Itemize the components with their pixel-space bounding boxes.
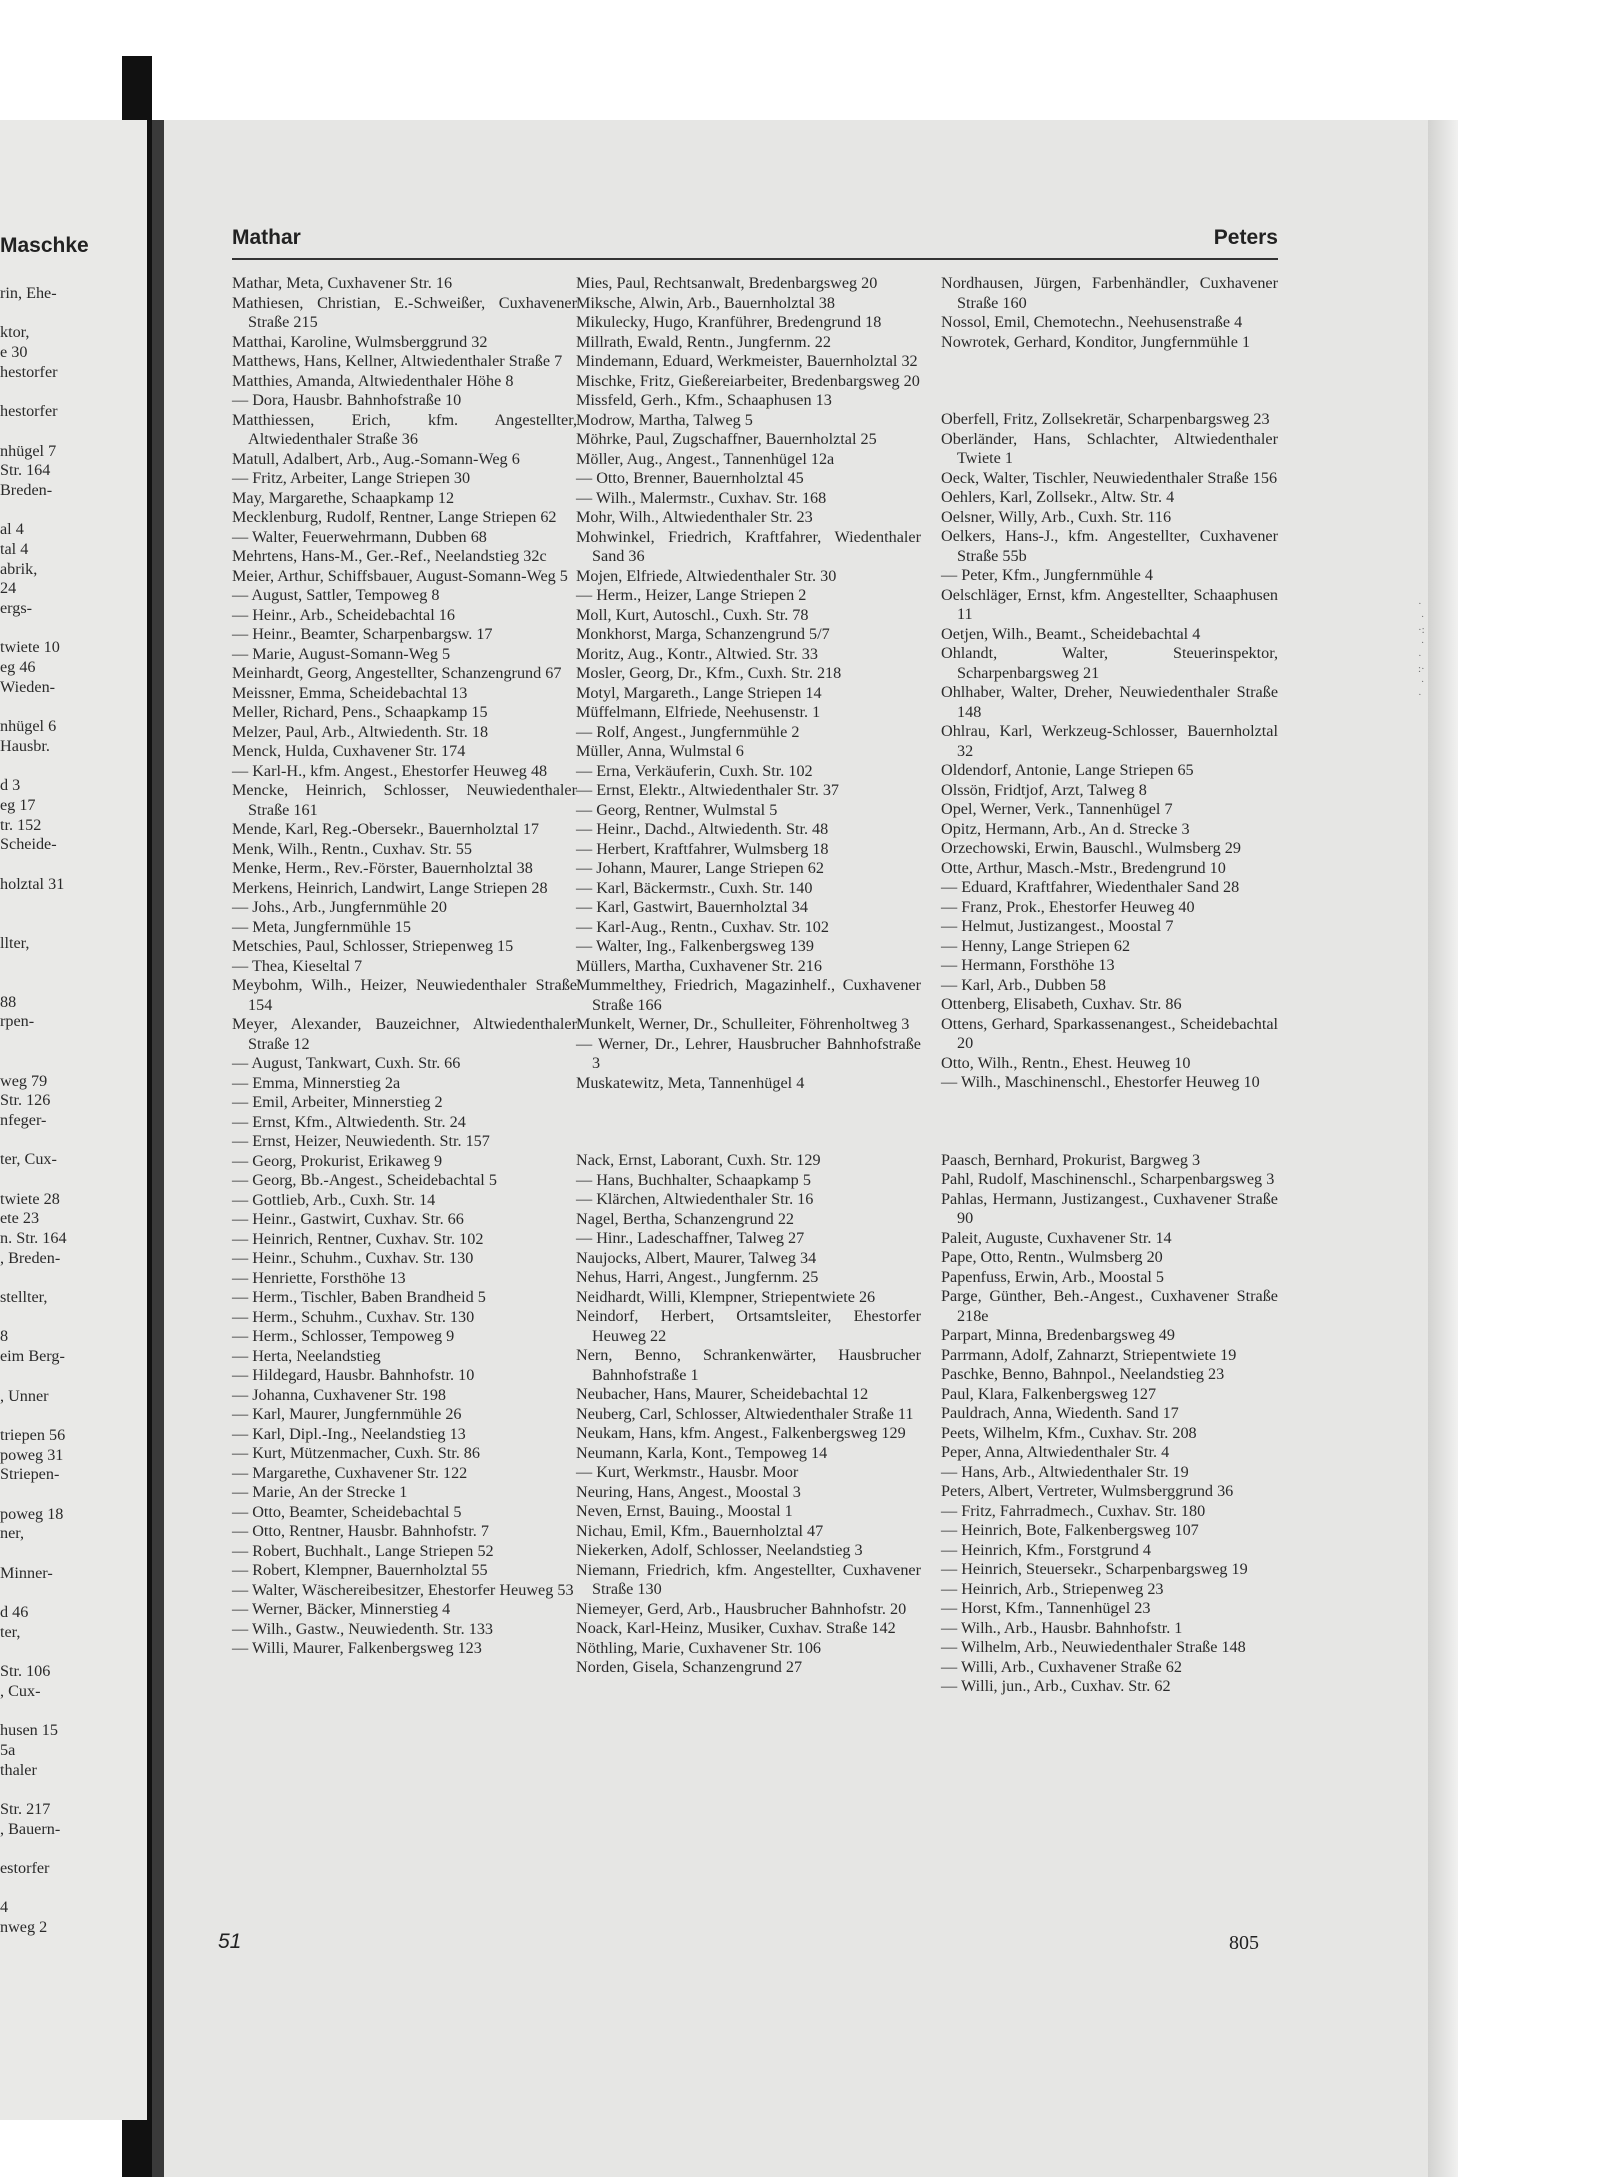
directory-entry: — Horst, Kfm., Tannenhügel 23 <box>941 1599 1151 1617</box>
left-page-fragment <box>0 1406 67 1426</box>
directory-entry: — Ernst, Heizer, Neuwiedenth. Str. 157 <box>232 1132 490 1150</box>
directory-entry: Mosler, Georg, Dr., Kfm., Cuxh. Str. 218 <box>576 664 842 682</box>
directory-entry: — Karl-H., kfm. Angest., Ehestorfer Heuweg 48 <box>232 761 548 780</box>
directory-entry: — Eduard, Kraftfahrer, Wiedenthaler Sand 28 <box>941 878 1240 896</box>
page-edge <box>1428 120 1458 2177</box>
directory-entry: — Franz, Prok., Ehestorfer Heuweg 40 <box>941 897 1195 916</box>
directory-entry: — Heinrich, Bote, Falkenbergsweg 107 <box>941 1521 1199 1539</box>
left-page-fragment: 8 <box>0 1327 9 1346</box>
directory-entry: Naujocks, Albert, Maurer, Talweg 34 <box>576 1248 817 1267</box>
directory-entry: Olssön, Fridtjof, Arzt, Talweg 8 <box>941 780 1147 799</box>
directory-entry: Matthiessen, Erich, kfm. Angestellter, Altwiedenthaler Straße 36 <box>232 410 577 448</box>
directory-entry: — Willi, jun., Arb., Cuxhav. Str. 62 <box>941 1677 1171 1695</box>
left-page-fragment: , Bauern- <box>0 1819 61 1838</box>
directory-entry: — Dora, Hausbr. Bahnhofstraße 10 <box>232 391 462 409</box>
directory-entry: — Ernst, Kfm., Altwiedenth. Str. 24 <box>232 1112 466 1131</box>
left-page-fragment: Striepen- <box>0 1465 60 1484</box>
directory-entry: Meier, Arthur, Schiffsbauer, August-Somann-Weg 5 <box>232 566 568 585</box>
directory-entry: — Wilhelm, Arb., Neuwiedenthaler Straße 148 <box>941 1638 1246 1656</box>
left-page-fragment: rin, Ehe- <box>0 284 57 302</box>
left-page-fragment: 4 <box>0 1898 9 1917</box>
left-page-fragment <box>0 697 67 717</box>
directory-entry: Meller, Richard, Pens., Schaapkamp 15 <box>232 703 488 721</box>
directory-entry: Peters, Albert, Vertreter, Wulmsberggrund 36 <box>941 1482 1234 1500</box>
directory-entry: Niemann, Friedrich, kfm. Angestellter, Cuxhavener Straße 130 <box>576 1560 921 1598</box>
left-page-fragment: twiete 10 <box>0 638 60 657</box>
directory-entry: Matull, Adalbert, Arb., Aug.-Somann-Weg 6 <box>232 449 520 468</box>
page-gutter-shadow <box>152 120 164 2177</box>
directory-entry: — Otto, Brenner, Bauernholztal 45 <box>576 469 804 487</box>
left-page-fragment: llter, <box>0 933 30 952</box>
directory-entry: Nagel, Bertha, Schanzengrund 22 <box>576 1209 795 1228</box>
directory-entry: Modrow, Martha, Talweg 5 <box>576 410 753 429</box>
directory-entry: Orzechowski, Erwin, Bauschl., Wulmsberg 29 <box>941 839 1241 857</box>
left-page-fragment: eg 46 <box>0 658 36 677</box>
directory-entry: — Emil, Arbeiter, Minnerstieg 2 <box>232 1093 443 1111</box>
directory-entry: — Georg, Bb.-Angest., Scheidebachtal 5 <box>232 1171 497 1189</box>
left-page-fragment: Str. 126 <box>0 1091 51 1110</box>
left-page-fragment: , Breden- <box>0 1248 61 1267</box>
left-page-fragment: hestorfer <box>0 402 58 421</box>
left-page-fragment <box>0 1485 67 1505</box>
left-page-fragment <box>0 1780 67 1800</box>
left-page-fragment <box>0 1052 67 1072</box>
left-page-fragment: d 46 <box>0 1603 29 1622</box>
directory-entry: Mehrtens, Hans-M., Ger.-Ref., Neelandstieg 32c <box>232 547 547 565</box>
directory-entry: Nehus, Harri, Angest., Jungfernm. 25 <box>576 1268 819 1286</box>
left-page-fragment <box>0 422 67 442</box>
directory-entry: Peper, Anna, Altwiedenthaler Str. 4 <box>941 1443 1170 1461</box>
left-page-fragment <box>0 1879 67 1899</box>
directory-entry: — Karl, Bäckermstr., Cuxh. Str. 140 <box>576 878 813 897</box>
directory-entry: — Peter, Kfm., Jungfernmühle 4 <box>941 566 1153 584</box>
directory-entry: Müller, Anna, Wulmstal 6 <box>576 742 744 760</box>
directory-entry: Möller, Aug., Angest., Tannenhügel 12a <box>576 449 835 468</box>
directory-entry: Millrath, Ewald, Rentn., Jungfernm. 22 <box>576 332 831 351</box>
left-page-fragment: 88 <box>0 992 17 1011</box>
left-page-fragment: hestorfer <box>0 362 58 381</box>
directory-entry: — Willi, Maurer, Falkenbergsweg 123 <box>232 1639 482 1657</box>
directory-entry: Müllers, Martha, Cuxhavener Str. 216 <box>576 956 822 975</box>
left-page-fragment: n. Str. 164 <box>0 1229 67 1247</box>
directory-entry: Oehlers, Karl, Zollsekr., Altw. Str. 4 <box>941 488 1175 506</box>
directory-entry: Opel, Werner, Verk., Tannenhügel 7 <box>941 800 1173 818</box>
directory-entry: Parrmann, Adolf, Zahnarzt, Striepentwiete 19 <box>941 1345 1237 1364</box>
left-page-fragment <box>0 1032 67 1052</box>
left-page-fragment: Scheide- <box>0 835 57 854</box>
left-page-fragment: 5a <box>0 1740 16 1759</box>
directory-entry: Nordhausen, Jürgen, Farbenhändler, Cuxhavener Straße 160 <box>941 274 1278 312</box>
left-page-fragment <box>0 1702 67 1722</box>
directory-entry: Motyl, Margareth., Lange Striepen 14 <box>576 683 822 702</box>
directory-entry: — Marie, August-Somann-Weg 5 <box>232 644 451 663</box>
directory-entry: Munkelt, Werner, Dr., Schulleiter, Föhrenholtweg 3 <box>576 1015 910 1033</box>
left-page-fragment <box>0 757 67 777</box>
directory-entry: — Karl-Aug., Rentn., Cuxhav. Str. 102 <box>576 917 829 936</box>
directory-entry: Merkens, Heinrich, Landwirt, Lange Striepen 28 <box>232 878 548 897</box>
directory-entry: Neumann, Karla, Kont., Tempoweg 14 <box>576 1443 828 1462</box>
directory-entry: Mischke, Fritz, Gießereiarbeiter, Bredenbargsweg 20 <box>576 371 920 390</box>
directory-entry: — Klärchen, Altwiedenthaler Str. 16 <box>576 1190 814 1208</box>
header-last-name: Peters <box>1213 226 1278 249</box>
directory-entry: Ottens, Gerhard, Sparkassenangest., Scheidebachtal 20 <box>941 1014 1278 1052</box>
left-page-fragment <box>0 1268 67 1288</box>
directory-entry: Mindemann, Eduard, Werkmeister, Bauernholztal 32 <box>576 352 918 370</box>
directory-entry: Otte, Arthur, Masch.-Mstr., Bredengrund 10 <box>941 858 1226 877</box>
left-page-fragment: , Unner <box>0 1386 49 1405</box>
left-page-fragment: eim Berg- <box>0 1347 65 1366</box>
directory-entry: May, Margarethe, Schaapkamp 12 <box>232 488 455 507</box>
left-page-fragment: nweg 2 <box>0 1918 48 1937</box>
left-page-fragment <box>0 973 67 993</box>
directory-entry: Pahl, Rudolf, Maschinenschl., Scharpenbargsweg 3 <box>941 1170 1275 1188</box>
directory-entry: — Emma, Minnerstieg 2a <box>232 1073 401 1092</box>
directory-entry: Mies, Paul, Rechtsanwalt, Bredenbargsweg 20 <box>576 274 878 292</box>
directory-column-3 <box>941 274 1278 1697</box>
directory-entry: Nern, Benno, Schrankenwärter, Hausbrucher Bahnhofstraße 1 <box>576 1346 921 1384</box>
left-page-fragment: estorfer <box>0 1859 50 1877</box>
directory-entry: Oberfell, Fritz, Zollsekretär, Scharpenbargsweg 23 <box>941 410 1270 428</box>
directory-entry: — Herta, Neelandstieg <box>232 1346 381 1365</box>
directory-entry: — Fritz, Fahrradmech., Cuxhav. Str. 180 <box>941 1501 1206 1520</box>
directory-entry: Missfeld, Gerh., Kfm., Schaaphusen 13 <box>576 391 832 409</box>
directory-entry: — Werner, Dr., Lehrer, Hausbrucher Bahnhofstraße 3 <box>576 1034 921 1072</box>
directory-entry: Mohwinkel, Friedrich, Kraftfahrer, Wiedenthaler Sand 36 <box>576 527 921 565</box>
directory-entry: Meissner, Emma, Scheidebachtal 13 <box>232 683 468 702</box>
left-page-fragment: tal 4 <box>0 539 29 558</box>
directory-entry: Oelkers, Hans-J., kfm. Angestellter, Cuxhavener Straße 55b <box>941 527 1278 565</box>
left-page-fragment: poweg 18 <box>0 1504 64 1523</box>
directory-entry: — Robert, Klempner, Bauernholztal 55 <box>232 1561 488 1579</box>
directory-entry: — Heinr., Beamter, Scharpenbargsw. 17 <box>232 625 493 643</box>
directory-entry: — Wilh., Gastw., Neuwiedenth. Str. 133 <box>232 1619 494 1638</box>
left-page-fragment <box>0 894 67 914</box>
directory-entry: — Hans, Buchhalter, Schaapkamp 5 <box>576 1170 811 1189</box>
directory-entry: Muskatewitz, Meta, Tannenhügel 4 <box>576 1073 805 1092</box>
directory-entry: Pauldrach, Anna, Wiedenth. Sand 17 <box>941 1404 1179 1422</box>
left-page-fragment: , Cux- <box>0 1681 41 1700</box>
directory-entry: — Wilh., Arb., Hausbr. Bahnhofstr. 1 <box>941 1618 1183 1637</box>
left-page-fragment: poweg 31 <box>0 1445 64 1464</box>
directory-entry: — Otto, Rentner, Hausbr. Bahnhofstr. 7 <box>232 1522 489 1540</box>
directory-entry: Parge, Günther, Beh.-Angest., Cuxhavener Straße 218e <box>941 1287 1278 1325</box>
directory-entry: Moll, Kurt, Autoschl., Cuxh. Str. 78 <box>576 605 809 624</box>
directory-entry: Mencke, Heinrich, Schlosser, Neuwiedenthaler Straße 161 <box>232 781 577 819</box>
directory-entry: Möhrke, Paul, Zugschaffner, Bauernholztal 25 <box>576 430 877 448</box>
directory-entry: — Henriette, Forsthöhe 13 <box>232 1268 406 1287</box>
directory-entry: — Wilh., Maschinenschl., Ehestorfer Heuweg 10 <box>941 1073 1260 1091</box>
directory-entry: — August, Sattler, Tempoweg 8 <box>232 586 440 604</box>
left-page-fragment <box>0 1308 67 1328</box>
directory-entry: — Erna, Verkäuferin, Cuxh. Str. 102 <box>576 761 813 780</box>
directory-entry: Meinhardt, Georg, Angestellter, Schanzengrund 67 <box>232 664 562 682</box>
running-header <box>232 224 1278 260</box>
directory-entry: Mecklenburg, Rudolf, Rentner, Lange Striepen 62 <box>232 508 557 526</box>
directory-entry: — Hans, Arb., Altwiedenthaler Str. 19 <box>941 1462 1189 1481</box>
left-page-fragment: triepen 56 <box>0 1425 66 1444</box>
left-page-fragment: Breden- <box>0 480 53 499</box>
left-page-fragment: eg 17 <box>0 795 36 814</box>
directory-entry: Neven, Ernst, Bauing., Moostal 1 <box>576 1502 793 1520</box>
directory-entry: — Ernst, Elektr., Altwiedenthaler Str. 37 <box>576 781 840 799</box>
left-page-fragment <box>0 1367 67 1387</box>
directory-entry: Paul, Klara, Falkenbergsweg 127 <box>941 1384 1157 1403</box>
letter-section-gap <box>941 1093 1278 1151</box>
directory-column-1 <box>232 274 577 1659</box>
directory-entry: Nack, Ernst, Laborant, Cuxh. Str. 129 <box>576 1151 821 1169</box>
directory-entry: Neubacher, Hans, Maurer, Scheidebachtal 12 <box>576 1385 869 1403</box>
directory-entry: — Hinr., Ladeschaffner, Talweg 27 <box>576 1229 805 1247</box>
directory-entry: — Marie, An der Strecke 1 <box>232 1483 408 1501</box>
directory-entry: Peets, Wilhelm, Kfm., Cuxhav. Str. 208 <box>941 1423 1197 1442</box>
directory-entry: Matthai, Karoline, Wulmsberggrund 32 <box>232 332 488 351</box>
directory-entry: — Karl, Arb., Dubben 58 <box>941 975 1106 994</box>
directory-entry: Ohlhaber, Walter, Dreher, Neuwiedenthaler Straße 148 <box>941 683 1278 721</box>
directory-entry: Pape, Otto, Rentn., Wulmsberg 20 <box>941 1248 1163 1266</box>
directory-entry: — Henny, Lange Striepen 62 <box>941 936 1131 955</box>
directory-entry: Mojen, Elfriede, Altwiedenthaler Str. 30 <box>576 566 837 585</box>
directory-entry: — Heinrich, Arb., Striepenweg 23 <box>941 1579 1164 1598</box>
directory-entry: — Herbert, Kraftfahrer, Wulmsberg 18 <box>576 839 829 858</box>
directory-entry: Oeck, Walter, Tischler, Neuwiedenthaler Straße 156 <box>941 468 1278 487</box>
left-page-fragment: Str. 106 <box>0 1662 51 1681</box>
directory-entry: Mende, Karl, Reg.-Obersekr., Bauernholztal 17 <box>232 820 540 838</box>
left-page-fragment: abrik, <box>0 559 38 578</box>
directory-entry: — Helmut, Justizangest., Moostal 7 <box>941 917 1174 935</box>
directory-entry: Oelschläger, Ernst, kfm. Angestellter, Schaaphusen 11 <box>941 585 1278 623</box>
directory-entry: — Gottlieb, Arb., Cuxh. Str. 14 <box>232 1190 436 1209</box>
directory-entry: — Kurt, Mützenmacher, Cuxh. Str. 86 <box>232 1444 480 1462</box>
directory-entry: — Werner, Bäcker, Minnerstieg 4 <box>232 1600 451 1618</box>
directory-entry: Menke, Herm., Rev.-Förster, Bauernholztal 38 <box>232 859 533 877</box>
directory-entry: — Wilh., Malermstr., Cuxhav. Str. 168 <box>576 488 827 507</box>
left-page-fragment: thaler <box>0 1760 37 1779</box>
directory-entry: Ohlandt, Walter, Steuerinspektor, Scharpenbargsweg 21 <box>941 644 1278 682</box>
left-page-fragment: Minner- <box>0 1563 53 1582</box>
directory-entry: Neidhardt, Willi, Klempner, Striepentwiete 26 <box>576 1287 876 1306</box>
directory-entry: Noack, Karl-Heinz, Musiker, Cuxhav. Straße 142 <box>576 1619 896 1637</box>
directory-entry: Oldendorf, Antonie, Lange Striepen 65 <box>941 761 1194 779</box>
directory-entry: — Heinrich, Rentner, Cuxhav. Str. 102 <box>232 1229 484 1248</box>
left-page-fragment: tr. 152 <box>0 815 42 834</box>
directory-entry: — Fritz, Arbeiter, Lange Striepen 30 <box>232 469 471 487</box>
left-page-fragment: ktor, <box>0 323 30 342</box>
left-page-fragment <box>0 855 67 875</box>
directory-entry: — Margarethe, Cuxhavener Str. 122 <box>232 1463 468 1482</box>
left-page-fragment: nhügel 7 <box>0 441 57 460</box>
directory-entry: Niemeyer, Gerd, Arb., Hausbrucher Bahnhofstr. 20 <box>576 1599 907 1618</box>
directory-entry: — Rolf, Angest., Jungfernmühle 2 <box>576 722 800 741</box>
directory-entry: — Karl, Gastwirt, Bauernholztal 34 <box>576 898 808 916</box>
directory-entry: Neindorf, Herbert, Ortsamtsleiter, Ehestorfer Heuweg 22 <box>576 1307 921 1345</box>
directory-entry: — Robert, Buchhalt., Lange Striepen 52 <box>232 1541 494 1560</box>
directory-entry: Meybohm, Wilh., Heizer, Neuwiedenthaler Straße 154 <box>232 976 577 1014</box>
left-page-fragment <box>0 501 67 521</box>
letter-section-gap <box>941 352 1278 410</box>
directory-entry: Oetjen, Wilh., Beamt., Scheidebachtal 4 <box>941 624 1201 643</box>
letter-section-gap <box>576 1093 921 1151</box>
directory-entry: Miksche, Alwin, Arb., Bauernholztal 38 <box>576 293 835 312</box>
left-page-fragment <box>0 1583 67 1603</box>
left-page-edge <box>0 120 147 2120</box>
directory-entry: — Georg, Rentner, Wulmstal 5 <box>576 800 778 819</box>
margin-specks: · · ·: · · :· · · <box>1418 598 1425 701</box>
directory-entry: — Hildegard, Hausbr. Bahnhofstr. 10 <box>232 1366 475 1384</box>
left-page-fragment: ner, <box>0 1524 25 1543</box>
directory-entry: Neukam, Hans, kfm. Angest., Falkenbergsweg 129 <box>576 1424 906 1442</box>
directory-entry: — Heinr., Schuhm., Cuxhav. Str. 130 <box>232 1249 474 1267</box>
directory-entry: Moritz, Aug., Kontr., Altwied. Str. 33 <box>576 644 818 663</box>
directory-entry: Papenfuss, Erwin, Arb., Moostal 5 <box>941 1267 1165 1286</box>
directory-entry: — Heinr., Arb., Scheidebachtal 16 <box>232 605 455 624</box>
directory-entry: Pahlas, Hermann, Justizangest., Cuxhavener Straße 90 <box>941 1189 1278 1227</box>
directory-entry: — Walter, Feuerwehrmann, Dubben 68 <box>232 527 487 546</box>
left-page-running-head: Maschke <box>0 234 89 257</box>
left-page-fragment: Str. 217 <box>0 1799 51 1818</box>
directory-entry: Niekerken, Adolf, Schlosser, Neelandstieg 3 <box>576 1541 863 1559</box>
directory-entry: Oelsner, Willy, Arb., Cuxh. Str. 116 <box>941 507 1172 526</box>
directory-entry: — Kurt, Werkmstr., Hausbr. Moor <box>576 1463 799 1481</box>
left-page-fragment: weg 79 <box>0 1071 48 1090</box>
left-page-fragment: stellter, <box>0 1288 48 1307</box>
left-page-fragment <box>0 619 67 639</box>
left-page-fragment: ter, <box>0 1622 21 1641</box>
directory-entry: — Johanna, Cuxhavener Str. 198 <box>232 1385 447 1404</box>
directory-entry: Mummelthey, Friedrich, Magazinhelf., Cuxhavener Straße 166 <box>576 976 921 1014</box>
directory-entry: — Karl, Dipl.-Ing., Neelandstieg 13 <box>232 1424 466 1443</box>
directory-entry: — Walter, Wäschereibesitzer, Ehestorfer Heuweg 53 <box>232 1580 574 1599</box>
directory-entry: — Walter, Ing., Falkenbergsweg 139 <box>576 937 814 955</box>
directory-entry: Mathar, Meta, Cuxhavener Str. 16 <box>232 274 453 292</box>
directory-entry: Mohr, Wilh., Altwiedenthaler Str. 23 <box>576 508 813 526</box>
left-page-fragment <box>0 953 67 973</box>
directory-entry: Müffelmann, Elfriede, Neehusenstr. 1 <box>576 703 821 721</box>
directory-entry: Ohlrau, Karl, Werkzeug-Schlosser, Bauernholztal 32 <box>941 722 1278 760</box>
directory-entry: — Herm., Tischler, Baben Brandheid 5 <box>232 1288 486 1306</box>
left-page-fragment <box>0 382 67 402</box>
left-page-fragment: twiete 28 <box>0 1189 60 1208</box>
directory-entry: — Willi, Arb., Cuxhavener Straße 62 <box>941 1657 1182 1676</box>
directory-entry: Melzer, Paul, Arb., Altwiedenth. Str. 18 <box>232 722 489 741</box>
left-page-fragment: al 4 <box>0 520 24 539</box>
directory-entry: Otto, Wilh., Rentn., Ehest. Heuweg 10 <box>941 1053 1191 1072</box>
directory-entry: Menck, Hulda, Cuxhavener Str. 174 <box>232 742 466 760</box>
left-page-fragment <box>0 1544 67 1564</box>
left-page-fragment <box>0 1839 67 1859</box>
directory-entry: Opitz, Hermann, Arb., An d. Strecke 3 <box>941 819 1190 838</box>
left-page-fragment: ete 23 <box>0 1209 40 1228</box>
directory-entry: — Heinrich, Steuersekr., Scharpenbargsweg 19 <box>941 1560 1248 1578</box>
directory-entry: — Herm., Schuhm., Cuxhav. Str. 130 <box>232 1307 475 1326</box>
header-first-name: Mathar <box>232 226 301 249</box>
directory-entry: — Johann, Maurer, Lange Striepen 62 <box>576 859 824 877</box>
directory-entry: Matthies, Amanda, Altwiedenthaler Höhe 8 <box>232 371 514 390</box>
directory-entry: — Heinrich, Kfm., Forstgrund 4 <box>941 1540 1151 1559</box>
left-page-fragment: nhügel 6 <box>0 717 57 736</box>
left-page-fragment: husen 15 <box>0 1721 58 1740</box>
directory-entry: Monkhorst, Marga, Schanzengrund 5/7 <box>576 625 830 643</box>
directory-entry: Neuberg, Carl, Schlosser, Altwiedenthaler Straße 11 <box>576 1404 914 1423</box>
directory-entry: Paleit, Auguste, Cuxhavener Str. 14 <box>941 1228 1172 1247</box>
directory-entry: — Johs., Arb., Jungfernmühle 20 <box>232 898 447 916</box>
directory-entry: Mathiesen, Christian, E.-Schweißer, Cuxhavener Straße 215 <box>232 293 577 331</box>
directory-entry: — Hermann, Forsthöhe 13 <box>941 956 1115 974</box>
left-page-fragment <box>0 1131 67 1151</box>
directory-entry: — Karl, Maurer, Jungfernmühle 26 <box>232 1405 462 1423</box>
directory-entry: — Otto, Beamter, Scheidebachtal 5 <box>232 1502 462 1521</box>
left-page-fragment: Wieden- <box>0 677 56 696</box>
left-page-fragment: nfeger- <box>0 1110 47 1129</box>
directory-entry: Meyer, Alexander, Bauzeichner, Altwiedenthaler Straße 12 <box>232 1015 577 1053</box>
directory-entry: Nichau, Emil, Kfm., Bauernholztal 47 <box>576 1521 824 1540</box>
directory-column-2 <box>576 274 921 1678</box>
directory-entry: Matthews, Hans, Kellner, Altwiedenthaler Straße 7 <box>232 352 563 370</box>
directory-entry: — Georg, Prokurist, Erikaweg 9 <box>232 1151 443 1170</box>
directory-entry: Ottenberg, Elisabeth, Cuxhav. Str. 86 <box>941 995 1182 1013</box>
left-page-fragment: Str. 164 <box>0 461 51 480</box>
directory-entry: — Herm., Schlosser, Tempoweg 9 <box>232 1327 455 1345</box>
directory-entry: Nowrotek, Gerhard, Konditor, Jungfernmühle 1 <box>941 332 1251 351</box>
directory-entry: Nöthling, Marie, Cuxhavener Str. 106 <box>576 1638 822 1657</box>
directory-entry: Metschies, Paul, Schlosser, Striepenweg 15 <box>232 937 514 955</box>
left-page-fragment: e 30 <box>0 343 28 362</box>
left-page-fragment <box>0 1170 67 1190</box>
page-number-right: 805 <box>1229 1932 1259 1954</box>
left-page-fragment: rpen- <box>0 1012 35 1031</box>
directory-entry: Norden, Gisela, Schanzengrund 27 <box>576 1658 803 1676</box>
directory-entry: — August, Tankwart, Cuxh. Str. 66 <box>232 1054 461 1072</box>
directory-entry: — Herm., Heizer, Lange Striepen 2 <box>576 586 807 604</box>
left-page-fragment <box>0 1642 67 1662</box>
directory-entry: Parpart, Minna, Bredenbargsweg 49 <box>941 1326 1175 1344</box>
directory-entry: Mikulecky, Hugo, Kranführer, Bredengrund 18 <box>576 313 882 331</box>
directory-entry: Nossol, Emil, Chemotechn., Neehusenstraße 4 <box>941 313 1243 331</box>
directory-entry: — Thea, Kieseltal 7 <box>232 956 363 975</box>
directory-entry: — Meta, Jungfernmühle 15 <box>232 917 411 936</box>
directory-entry: Paasch, Bernhard, Prokurist, Bargweg 3 <box>941 1150 1201 1169</box>
directory-entry: Menk, Wilh., Rentn., Cuxhav. Str. 55 <box>232 839 472 858</box>
directory-entry: — Heinr., Gastwirt, Cuxhav. Str. 66 <box>232 1210 464 1228</box>
page-number-left: 51 <box>218 1930 242 1953</box>
left-page-fragment <box>0 914 67 934</box>
directory-entry: Oberländer, Hans, Schlachter, Altwiedenthaler Twiete 1 <box>941 429 1278 467</box>
left-page-fragment: 24 <box>0 579 17 598</box>
directory-entry: Neuring, Hans, Angest., Moostal 3 <box>576 1482 801 1501</box>
directory-entry: Paschke, Benno, Bahnpol., Neelandstieg 23 <box>941 1365 1225 1383</box>
directory-entry: — Heinr., Dachd., Altwiedenth. Str. 48 <box>576 820 829 838</box>
left-page-fragment: Hausbr. <box>0 736 50 755</box>
left-page-fragment: ter, Cux- <box>0 1150 57 1169</box>
left-page-fragment <box>0 304 67 324</box>
left-page-fragment: ergs- <box>0 599 33 617</box>
left-page-fragment: holztal 31 <box>0 874 65 893</box>
left-page-fragment: d 3 <box>0 776 21 795</box>
left-page-text-fragments <box>0 284 67 1938</box>
